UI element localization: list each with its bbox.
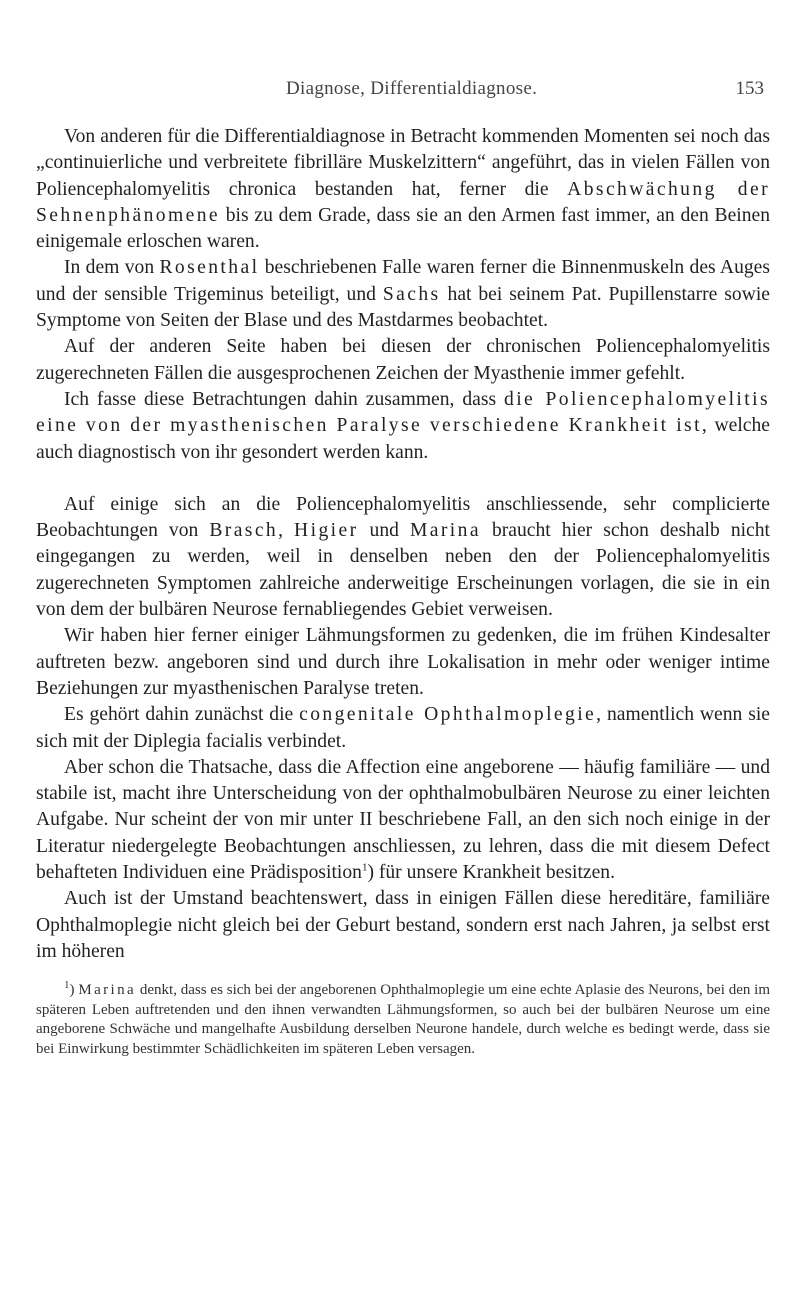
text-run: Es gehört dahin zunächst die: [64, 704, 300, 726]
author-name: Sachs: [382, 283, 441, 305]
footnote-marker: 1: [64, 979, 70, 992]
body-text: [36, 124, 770, 1060]
paragraph: [36, 623, 770, 702]
text-run: In dem von: [64, 257, 160, 279]
text-run: Wir haben hier ferner einiger Lähmungsformen zu gedenken, die im frühen Kindesalter auftreten bezw. angeboren sind und durch ihre Lokalisation in mehr oder weniger intime Beziehungen zur myasthenischen Paralyse treten.: [36, 625, 770, 699]
paragraph: [36, 124, 770, 255]
text-run: Von anderen für die Differentialdiagnose in Betracht kommenden Momenten sei noch das „continuierliche und verbreitete fibrilläre Muskelzittern“ angeführt, das in vielen Fällen von Poliencephalomyelitis chronica bestanden hat, ferner die: [36, 126, 770, 200]
paragraph: [36, 702, 770, 755]
paragraph: [36, 255, 770, 334]
page-number: 153: [735, 78, 764, 99]
text-run: ) für unsere Krankheit besitzen.: [367, 862, 615, 884]
text-run: bis zu dem Grade, dass sie an den Armen fast immer, an den Beinen einigemale erloschen waren.: [36, 204, 770, 253]
footnote: [36, 981, 770, 1059]
author-name: Brasch: [209, 520, 279, 542]
emphasis-spaced: die Poliencephalomyelitis eine von der myasthenischen Paralyse verschiedene Krankheit ist,: [36, 388, 770, 437]
author-name: Marina: [78, 982, 137, 999]
text-run: ,: [278, 520, 295, 542]
text-run: beschriebenen Falle waren ferner die Binnenmuskeln des Auges und der sensible Trigeminus beteiligt, und: [36, 257, 770, 305]
text-run: ): [69, 982, 79, 999]
author-name: Marina: [409, 520, 481, 542]
text-run: welche auch diagnostisch von ihr gesondert werden kann.: [36, 415, 770, 463]
text-run: denkt, dass es sich bei der angeborenen Ophthalmoplegie um eine echte Aplasie des Neurons, bei den im späteren Leben auftretenden und den ihnen verwandten Lähmungsformen, so auch bei der bulbären Neurose um eine angeborene Schwäche und mangelhafte Ausbildung derselben Neurone handele, durch welche es bedingt werde, dass sie bei Einwirkung bestimmter Schädlichkeiten im späteren Leben versagen.: [36, 982, 771, 1057]
paragraph: [36, 755, 770, 886]
author-name: Rosenthal: [159, 257, 260, 279]
text-run: Aber schon die Thatsache, dass die Affection eine angeborene — häufig familiäre — und stabile ist, macht ihre Unterscheidung von der ophthalmobulbären Neurose zu einer leichten Aufgabe. Nur scheint der von mir unter II beschriebene Fall, an den sich noch einige in der Literatur niedergelegte Beobachtungen anschliessen, zu lehren, dass die mit diesem Defect behafteten Individuen eine Prädisposition: [36, 756, 770, 884]
running-head: [36, 78, 770, 108]
paragraph: [36, 492, 770, 623]
running-title: Diagnose, Differentialdiagnose.: [286, 78, 538, 99]
emphasis-spaced: Abschwächung der Sehnenphänomene: [36, 178, 771, 226]
paragraph: [36, 334, 770, 387]
text-run: Ich fasse diese Betrachtungen dahin zusammen, dass: [64, 388, 505, 410]
author-name: Higier: [294, 520, 359, 542]
footnote-reference: 1: [361, 861, 368, 874]
text-run: Auf der anderen Seite haben bei diesen der chronischen Poliencephalomyelitis zugerechneten Fällen die ausgesprochenen Zeichen der Myasthenie immer gefehlt.: [36, 336, 770, 384]
text-run: Auf einige sich an die Poliencephalomyelitis anschliessende, sehr complicierte Beobachtungen von: [36, 493, 770, 542]
paragraph: [36, 886, 770, 965]
text-run: Auch ist der Umstand beachtenswert, dass in einigen Fällen diese hereditäre, familiäre Ophthalmoplegie nicht gleich bei der Geburt bestand, sondern erst nach Jahren, ja selbst erst im höheren: [36, 888, 770, 962]
emphasis-spaced: congenitale Ophthalmoplegie: [299, 704, 597, 726]
text-run: , namentlich wenn sie sich mit der Diplegia facialis verbindet.: [36, 704, 770, 752]
paragraph: [36, 387, 770, 466]
text-run: braucht hier schon deshalb nicht eingegangen zu werden, weil in denselben neben den der Poliencephalomyelitis zugerechneten Symptomen zahlreiche anderweitige Erscheinungen vorlagen, die sie in ein von dem der bulbären Neurose fernabliegendes Gebiet verweisen.: [36, 520, 770, 621]
text-run: hat bei seinem Pat. Pupillenstarre sowie Symptome von Seiten der Blase und des Mastdarmes beobachtet.: [36, 283, 770, 332]
text-run: und: [358, 520, 410, 542]
